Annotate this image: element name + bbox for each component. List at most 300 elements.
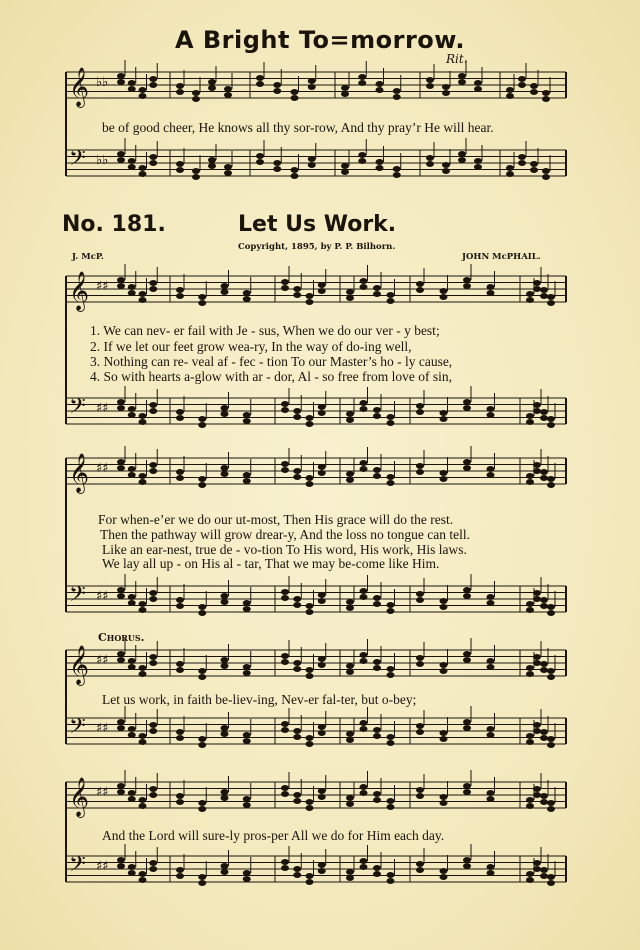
note-head — [360, 466, 368, 472]
note-head — [128, 864, 136, 870]
note-head — [176, 661, 184, 667]
note-head — [306, 799, 314, 805]
note-head — [387, 872, 395, 878]
note-head — [281, 727, 289, 733]
note-head — [139, 871, 147, 877]
note-head — [346, 417, 354, 423]
note-head — [176, 167, 184, 173]
note-head — [442, 84, 450, 90]
note-head — [176, 603, 184, 609]
note-head — [176, 83, 184, 89]
note-head — [308, 156, 316, 162]
note-head — [281, 865, 289, 871]
treble-clef-icon: 𝄞 — [69, 271, 90, 311]
note-head — [318, 464, 326, 470]
note-head — [306, 735, 314, 741]
note-head — [387, 480, 395, 486]
note-head — [547, 610, 555, 616]
note-head — [547, 476, 555, 482]
note-head — [198, 674, 206, 680]
bass-clef-icon: 𝄢 — [69, 394, 86, 424]
note-head — [281, 785, 289, 791]
note-head — [293, 734, 301, 740]
note-head — [463, 725, 471, 731]
note-head — [128, 412, 136, 418]
key-signature-icon: ♯♯ — [96, 859, 109, 874]
note-head — [346, 669, 354, 675]
note-head — [463, 399, 471, 405]
note-head — [540, 409, 548, 415]
note-head — [221, 405, 229, 411]
note-head — [440, 294, 448, 300]
note-head — [117, 283, 125, 289]
note-head — [346, 731, 354, 737]
note-head — [440, 476, 448, 482]
note-head — [442, 162, 450, 168]
note-head — [306, 415, 314, 421]
note-head — [533, 728, 541, 734]
note-head — [176, 799, 184, 805]
note-head — [440, 730, 448, 736]
note-head — [416, 597, 424, 603]
copyright-notice: Copyright, 1895, by P. P. Bilhorn. — [238, 242, 396, 252]
note-head — [360, 406, 368, 412]
note-head — [387, 798, 395, 804]
note-head — [139, 671, 147, 677]
note-head — [463, 657, 471, 663]
note-head — [149, 76, 157, 82]
note-head — [139, 733, 147, 739]
note-head — [360, 594, 368, 600]
note-head — [128, 472, 136, 478]
note-head — [139, 877, 147, 883]
note-head — [306, 667, 314, 673]
note-head — [243, 802, 251, 808]
note-head — [176, 667, 184, 673]
note-head — [256, 75, 264, 81]
note-head — [256, 159, 264, 165]
note-head — [518, 76, 526, 82]
note-head — [256, 81, 264, 87]
note-head — [387, 474, 395, 480]
note-head — [243, 600, 251, 606]
note-head — [416, 591, 424, 597]
note-head — [281, 407, 289, 413]
note-head — [387, 672, 395, 678]
note-head — [149, 82, 157, 88]
note-head — [117, 789, 125, 795]
note-head — [306, 603, 314, 609]
note-head — [373, 413, 381, 419]
note-head — [533, 860, 541, 866]
note-head — [526, 297, 534, 303]
note-head — [540, 287, 548, 293]
note-head — [540, 469, 548, 475]
note-head — [373, 407, 381, 413]
note-head — [128, 164, 136, 170]
note-head — [533, 660, 541, 666]
note-head — [426, 161, 434, 167]
note-head — [117, 657, 125, 663]
note-head — [458, 157, 466, 163]
note-head — [224, 170, 232, 176]
verse-1-line-b: For when-e’er we do our ut-most, Then His grace will do the rest. — [98, 512, 454, 527]
note-head — [387, 414, 395, 420]
key-signature-icon: ♯♯ — [96, 279, 109, 294]
note-head — [463, 651, 471, 657]
note-head — [139, 479, 147, 485]
note-head — [547, 604, 555, 610]
note-head — [273, 160, 281, 166]
note-head — [117, 863, 125, 869]
note-head — [526, 797, 534, 803]
note-head — [540, 873, 548, 879]
note-head — [416, 409, 424, 415]
note-head — [176, 729, 184, 735]
note-head — [440, 662, 448, 668]
note-head — [360, 726, 368, 732]
note-head — [198, 806, 206, 812]
note-head — [442, 168, 450, 174]
note-head — [526, 473, 534, 479]
bass-clef-icon: 𝄢 — [69, 146, 86, 176]
note-head — [243, 732, 251, 738]
note-head — [308, 78, 316, 84]
note-head — [243, 796, 251, 802]
bass-clef-icon: 𝄢 — [69, 582, 86, 612]
note-head — [208, 85, 216, 91]
ritardando-mark: Rit. — [446, 52, 468, 66]
note-head — [128, 870, 136, 876]
note-head — [346, 737, 354, 743]
note-head — [358, 152, 366, 158]
note-head — [139, 87, 147, 93]
note-head — [373, 473, 381, 479]
note-head — [198, 422, 206, 428]
note-head — [293, 792, 301, 798]
note-head — [341, 85, 349, 91]
note-head — [221, 863, 229, 869]
note-head — [360, 720, 368, 726]
chorus-label: Chorus. — [98, 631, 145, 644]
note-head — [540, 603, 548, 609]
treble-clef-icon: 𝄞 — [69, 67, 90, 107]
note-head — [360, 658, 368, 664]
note-head — [128, 796, 136, 802]
note-head — [440, 794, 448, 800]
chorus-line-1: Let us work, in faith be-liev-ing, Nev-er fal-ter, but o-bey; — [102, 692, 417, 707]
note-head — [117, 587, 125, 593]
note-head — [318, 592, 326, 598]
note-head — [273, 82, 281, 88]
note-head — [463, 283, 471, 289]
note-head — [533, 792, 541, 798]
note-head — [373, 865, 381, 871]
note-head — [373, 467, 381, 473]
note-head — [387, 608, 395, 614]
previous-hymn-lyric: be of good cheer, He knows all thy sor-row, And thy pray’r He will hear. — [102, 120, 494, 135]
note-head — [530, 167, 538, 173]
note-head — [474, 158, 482, 164]
note-head — [139, 797, 147, 803]
note-head — [506, 165, 514, 171]
treble-clef-icon: 𝄞 — [69, 453, 90, 493]
note-head — [149, 786, 157, 792]
note-head — [149, 866, 157, 872]
note-head — [442, 90, 450, 96]
note-head — [416, 287, 424, 293]
note-head — [540, 293, 548, 299]
note-head — [198, 604, 206, 610]
note-head — [373, 665, 381, 671]
note-head — [208, 157, 216, 163]
note-head — [224, 86, 232, 92]
note-head — [128, 664, 136, 670]
note-head — [506, 87, 514, 93]
note-head — [128, 290, 136, 296]
note-head — [487, 290, 495, 296]
note-head — [318, 404, 326, 410]
treble-clef-icon: 𝄞 — [69, 777, 90, 817]
note-head — [306, 481, 314, 487]
note-head — [176, 287, 184, 293]
note-head — [373, 733, 381, 739]
note-head — [293, 408, 301, 414]
note-head — [416, 469, 424, 475]
note-head — [440, 868, 448, 874]
note-head — [176, 873, 184, 879]
note-head — [341, 163, 349, 169]
note-head — [542, 96, 550, 102]
note-head — [416, 787, 424, 793]
note-head — [440, 668, 448, 674]
note-head — [198, 610, 206, 616]
note-head — [176, 293, 184, 299]
verse-4-line-a: 4. So with hearts a-glow with ar - dor, Al - so free from love of sin, — [90, 369, 453, 384]
note-head — [128, 790, 136, 796]
note-head — [243, 664, 251, 670]
note-head — [530, 161, 538, 167]
note-head — [416, 793, 424, 799]
note-head — [373, 291, 381, 297]
note-head — [293, 866, 301, 872]
note-head — [149, 462, 157, 468]
note-head — [440, 416, 448, 422]
note-head — [318, 662, 326, 668]
note-head — [293, 728, 301, 734]
note-head — [387, 734, 395, 740]
hymn-title: Let Us Work. — [238, 212, 397, 237]
note-head — [128, 86, 136, 92]
note-head — [346, 875, 354, 881]
note-head — [128, 594, 136, 600]
note-head — [360, 864, 368, 870]
note-head — [440, 288, 448, 294]
note-head — [387, 292, 395, 298]
note-head — [463, 719, 471, 725]
note-head — [306, 879, 314, 885]
note-head — [360, 588, 368, 594]
note-head — [117, 651, 125, 657]
note-head — [440, 800, 448, 806]
note-head — [198, 416, 206, 422]
note-head — [547, 736, 555, 742]
note-head — [474, 164, 482, 170]
note-head — [318, 724, 326, 730]
note-head — [440, 736, 448, 742]
note-head — [533, 654, 541, 660]
note-head — [463, 459, 471, 465]
note-head — [243, 296, 251, 302]
treble-clef-icon: 𝄞 — [69, 645, 90, 685]
note-head — [293, 468, 301, 474]
note-head — [533, 866, 541, 872]
note-head — [176, 735, 184, 741]
note-head — [318, 788, 326, 794]
note-head — [526, 479, 534, 485]
note-head — [346, 477, 354, 483]
note-head — [281, 791, 289, 797]
note-head — [360, 284, 368, 290]
note-head — [346, 295, 354, 301]
note-head — [474, 86, 482, 92]
note-head — [440, 470, 448, 476]
note-head — [463, 789, 471, 795]
note-head — [526, 733, 534, 739]
note-head — [416, 861, 424, 867]
note-head — [318, 282, 326, 288]
note-head — [341, 169, 349, 175]
note-head — [360, 790, 368, 796]
note-head — [358, 80, 366, 86]
note-head — [128, 658, 136, 664]
note-head — [192, 168, 200, 174]
note-head — [243, 290, 251, 296]
note-head — [293, 292, 301, 298]
note-head — [360, 278, 368, 284]
note-head — [506, 171, 514, 177]
note-head — [387, 602, 395, 608]
note-head — [416, 729, 424, 735]
note-head — [358, 74, 366, 80]
note-head — [293, 602, 301, 608]
note-head — [458, 151, 466, 157]
note-head — [308, 84, 316, 90]
note-head — [176, 469, 184, 475]
note-head — [373, 595, 381, 601]
note-head — [530, 89, 538, 95]
note-head — [440, 874, 448, 880]
note-head — [176, 597, 184, 603]
note-head — [128, 80, 136, 86]
note-head — [198, 736, 206, 742]
note-head — [318, 598, 326, 604]
note-head — [346, 289, 354, 295]
note-head — [518, 160, 526, 166]
note-head — [139, 297, 147, 303]
note-head — [224, 92, 232, 98]
note-head — [293, 414, 301, 420]
verse-3-line-b: Like an ear-nest, true de - vo-tion To His word, His work, His laws. — [102, 542, 467, 557]
note-head — [198, 300, 206, 306]
note-head — [373, 797, 381, 803]
note-head — [117, 73, 125, 79]
note-head — [533, 590, 541, 596]
key-signature-icon: ♯♯ — [96, 589, 109, 604]
note-head — [540, 735, 548, 741]
note-head — [291, 167, 299, 173]
note-head — [243, 606, 251, 612]
note-head — [360, 858, 368, 864]
note-head — [318, 410, 326, 416]
note-head — [243, 876, 251, 882]
note-head — [198, 874, 206, 880]
note-head — [293, 798, 301, 804]
note-head — [221, 465, 229, 471]
key-signature-icon: ♯♯ — [96, 785, 109, 800]
note-head — [547, 668, 555, 674]
note-head — [198, 294, 206, 300]
note-head — [293, 596, 301, 602]
note-head — [306, 299, 314, 305]
note-head — [149, 280, 157, 286]
note-head — [281, 653, 289, 659]
note-head — [393, 172, 401, 178]
note-head — [346, 801, 354, 807]
note-head — [243, 870, 251, 876]
note-head — [117, 465, 125, 471]
note-head — [487, 864, 495, 870]
note-head — [139, 601, 147, 607]
note-head — [176, 415, 184, 421]
key-signature-icon: ♯♯ — [96, 401, 109, 416]
note-head — [487, 466, 495, 472]
note-head — [281, 467, 289, 473]
note-head — [221, 869, 229, 875]
note-head — [281, 595, 289, 601]
note-head — [526, 419, 534, 425]
note-head — [291, 173, 299, 179]
note-head — [306, 873, 314, 879]
note-head — [376, 165, 384, 171]
key-signature-icon: ♯♯ — [96, 461, 109, 476]
note-head — [198, 476, 206, 482]
note-head — [463, 863, 471, 869]
note-head — [128, 726, 136, 732]
note-head — [487, 790, 495, 796]
note-head — [533, 786, 541, 792]
note-head — [440, 604, 448, 610]
verse-2-line-b: Then the pathway will grow drear-y, And the loss no tongue can tell. — [100, 527, 471, 542]
note-head — [487, 406, 495, 412]
note-head — [208, 79, 216, 85]
note-head — [281, 721, 289, 727]
note-head — [373, 871, 381, 877]
note-head — [221, 789, 229, 795]
note-head — [149, 722, 157, 728]
note-head — [117, 79, 125, 85]
note-head — [117, 399, 125, 405]
note-head — [530, 83, 538, 89]
note-head — [293, 660, 301, 666]
note-head — [393, 94, 401, 100]
note-head — [458, 79, 466, 85]
note-head — [526, 291, 534, 297]
note-head — [198, 668, 206, 674]
note-head — [128, 406, 136, 412]
note-head — [306, 475, 314, 481]
note-head — [117, 277, 125, 283]
